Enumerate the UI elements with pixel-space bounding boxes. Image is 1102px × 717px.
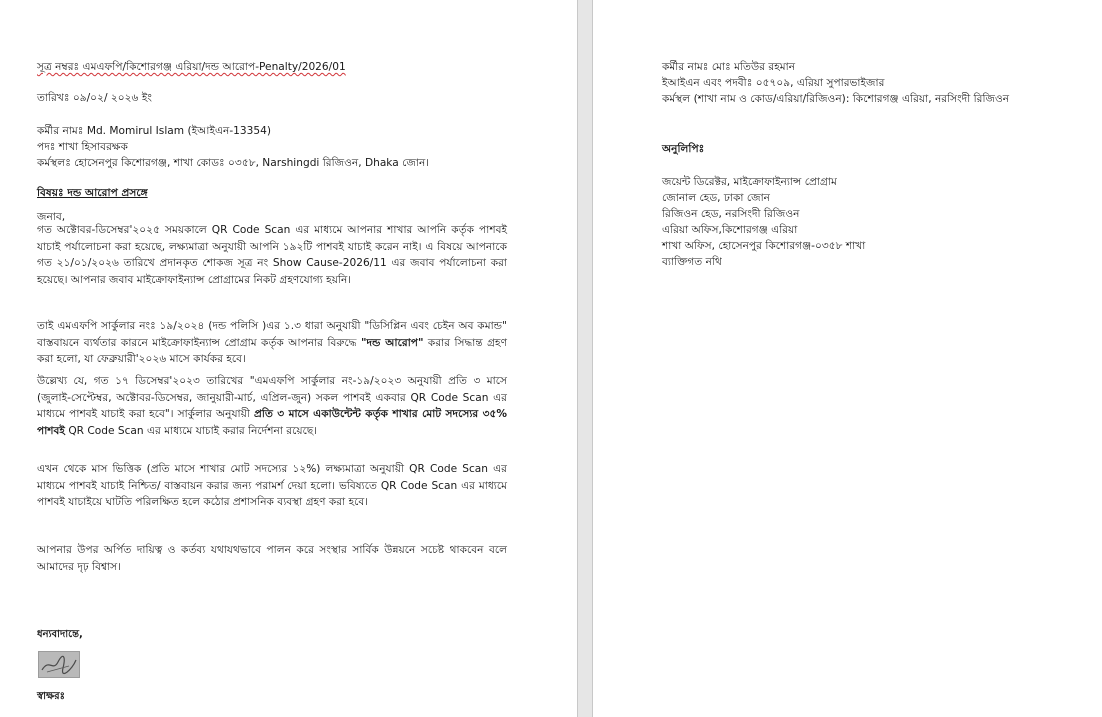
reference-number: সূত্র নম্বরঃ এমএফপি/কিশোরগঞ্জ এরিয়া/দন্ড আরোপ-Penalty/2026/01 bbox=[37, 61, 346, 73]
supervisor-ein-designation: ইআইএন এবং পদবীঃ ০৫৭০৯, এরিয়া সুপারভাইজার bbox=[662, 77, 885, 89]
body-paragraph-1: গত অক্টোবর-ডিসেম্বর'২০২৫ সময়কালে QR Code Scan এর মাধ্যমে আপনার শাখার আপনি কর্তৃক পাশবই যাচাই পর্যালোচনা করা হয়েছে, লক্ষ্যমাত্রা অনুযায়ী আপনি ১৯২টি পাশবই যাচাই করেন নাই। এ বিষয়ে আপনাকে গত ২১/০১/২০২৬ তারিখে প্রদানকৃত শোকজ সূত্র নং Show Cause-2026/11 এর জবাব পর্যালোচনা করা হয়েছে। আপনার জবাব মাইক্রোফাইন্যান্স প্রোগ্রামের নিকট গ্রহণযোগ্য হয়নি। bbox=[37, 224, 507, 286]
paragraph-3-text-a: উল্লেখ্য যে, গত ১৭ ডিসেম্বর'২০২৩ তারিখের "এমএফপি সার্কুলার নং-১৯/২০২৩ অনুযায়ী প্রতি ৩ মাসে (জুলাই-সেপ্টেম্বর, অক্টোবর-ডিসেম্বর, জানুয়ারী-মার্চ, এপ্রিল-জুন) সকল পাশবই একবার QR Code Scan এর মাধ্যমে পাশবই যাচাই করা হবে"। সার্কুলার অনুযায়ী bbox=[37, 375, 507, 420]
signature-label: স্বাক্ষরঃ bbox=[37, 691, 65, 702]
employee-name: কর্মীর নামঃ Md. Momirul Islam (ইআইএন-13354) bbox=[37, 125, 271, 137]
paragraph-3-bold: প্রতি ৩ মাসে একাউন্টেন্ট কর্তৃক শাখার মোট সদস্যের ৩৫% পাশবই bbox=[37, 408, 507, 437]
cc-list-item: শাখা অফিস, হোসেনপুর কিশোরগঞ্জ-০৩৫৮ শাখা bbox=[662, 240, 866, 252]
cc-list-item: ব্যাক্তিগত নথি bbox=[662, 256, 722, 268]
paragraph-2-text-b: করার সিদ্ধান্ত গ্রহণ করা হলো, যা ফেব্রুয়ারী'২০২৬ মাসে কার্যকর হবে। bbox=[37, 336, 507, 365]
body-paragraph-2 bbox=[37, 318, 507, 368]
supervisor-workplace: কর্মস্থল (শাখা নাম ও কোড/এরিয়া/রিজিওন): কিশোরগঞ্জ এরিয়া, নরসিংদী রিজিওন bbox=[662, 93, 1010, 105]
signature-scribble-icon bbox=[39, 652, 79, 677]
document-page-right bbox=[593, 0, 1102, 717]
supervisor-name: কর্মীর নামঃ মোঃ মতিউর রহমান bbox=[662, 61, 796, 73]
body-paragraph-3 bbox=[37, 373, 507, 439]
cc-list-item: এরিয়া অফিস,কিশোরগঞ্জ এরিয়া bbox=[662, 224, 798, 236]
closing-thanks: ধন্যবাদান্তে, bbox=[37, 629, 83, 640]
page-gap bbox=[577, 0, 593, 717]
penalty-phrase: "দন্ড আরোপ" bbox=[360, 336, 424, 349]
paragraph-2-text-a: তাই এমএফপি সার্কুলার নংঃ ১৯/২০২৪ (দন্ড পলিসি )এর ১.৩ ধারা অনুযায়ী "ডিসিপ্লিন এবং চেইন অব কমান্ড" বাস্তবায়নে ব্যর্থতার কারনে মাইক্রোফাইন্যান্স প্রোগ্রাম কর্তৃক আপনার বিরুদ্ধে bbox=[37, 320, 507, 349]
body-paragraph-5: আপনার উপর অর্পিত দায়িত্ব ও কর্তব্য যথাযথভাবে পালন করে সংস্থার সার্বিক উন্নয়নে সচেষ্ট থাকবেন বলে আমাদের দৃঢ় বিশ্বাস। bbox=[37, 544, 507, 573]
letter-subject: বিষয়ঃ দন্ড আরোপ প্রসঙ্গে bbox=[37, 187, 148, 199]
letter-date: তারিখঃ ০৯/০২/ ২০২৬ ইং bbox=[37, 92, 152, 104]
cc-list-item: জোনাল হেড, ঢাকা জোন bbox=[662, 192, 770, 204]
salutation: জনাব, bbox=[37, 211, 66, 223]
signature-image bbox=[38, 651, 80, 678]
employee-designation: পদঃ শাখা হিসাবরক্ষক bbox=[37, 141, 128, 153]
cc-list-item: রিজিওন হেড, নরসিংদী রিজিওন bbox=[662, 208, 800, 220]
cc-list-item: জয়েন্ট ডিরেক্টর, মাইক্রোফাইন্যান্স প্রোগ্রাম bbox=[662, 176, 837, 188]
cc-title: অনুলিপিঃ bbox=[662, 143, 705, 155]
paragraph-3-text-b: QR Code Scan এর মাধ্যমে যাচাই করার নির্দেশনা রয়েছে। bbox=[64, 424, 318, 437]
employee-workplace: কর্মস্থলঃ হোসেনপুর কিশোরগঞ্জ, শাখা কোডঃ ০৩৫৮, Narshingdi রিজিওন, Dhaka জোন। bbox=[37, 157, 430, 169]
body-paragraph-4: এখন থেকে মাস ভিত্তিক (প্রতি মাসে শাখার মোট সদস্যের ১২%) লক্ষ্যমাত্রা অনুযায়ী QR Code Scan এর মাধ্যমে পাশবই যাচাই নিশ্চিত/ বাস্তবায়ন করার জন্য পরামর্শ দেয়া হলো। ভবিষ্যতে QR Code Scan এর মাধ্যমে পাশবই যাচাইয়ে ঘাটতি পরিলক্ষিত হলে কঠোর প্রশাসনিক ব্যবস্থা গ্রহণ করা হবে। bbox=[37, 463, 507, 508]
